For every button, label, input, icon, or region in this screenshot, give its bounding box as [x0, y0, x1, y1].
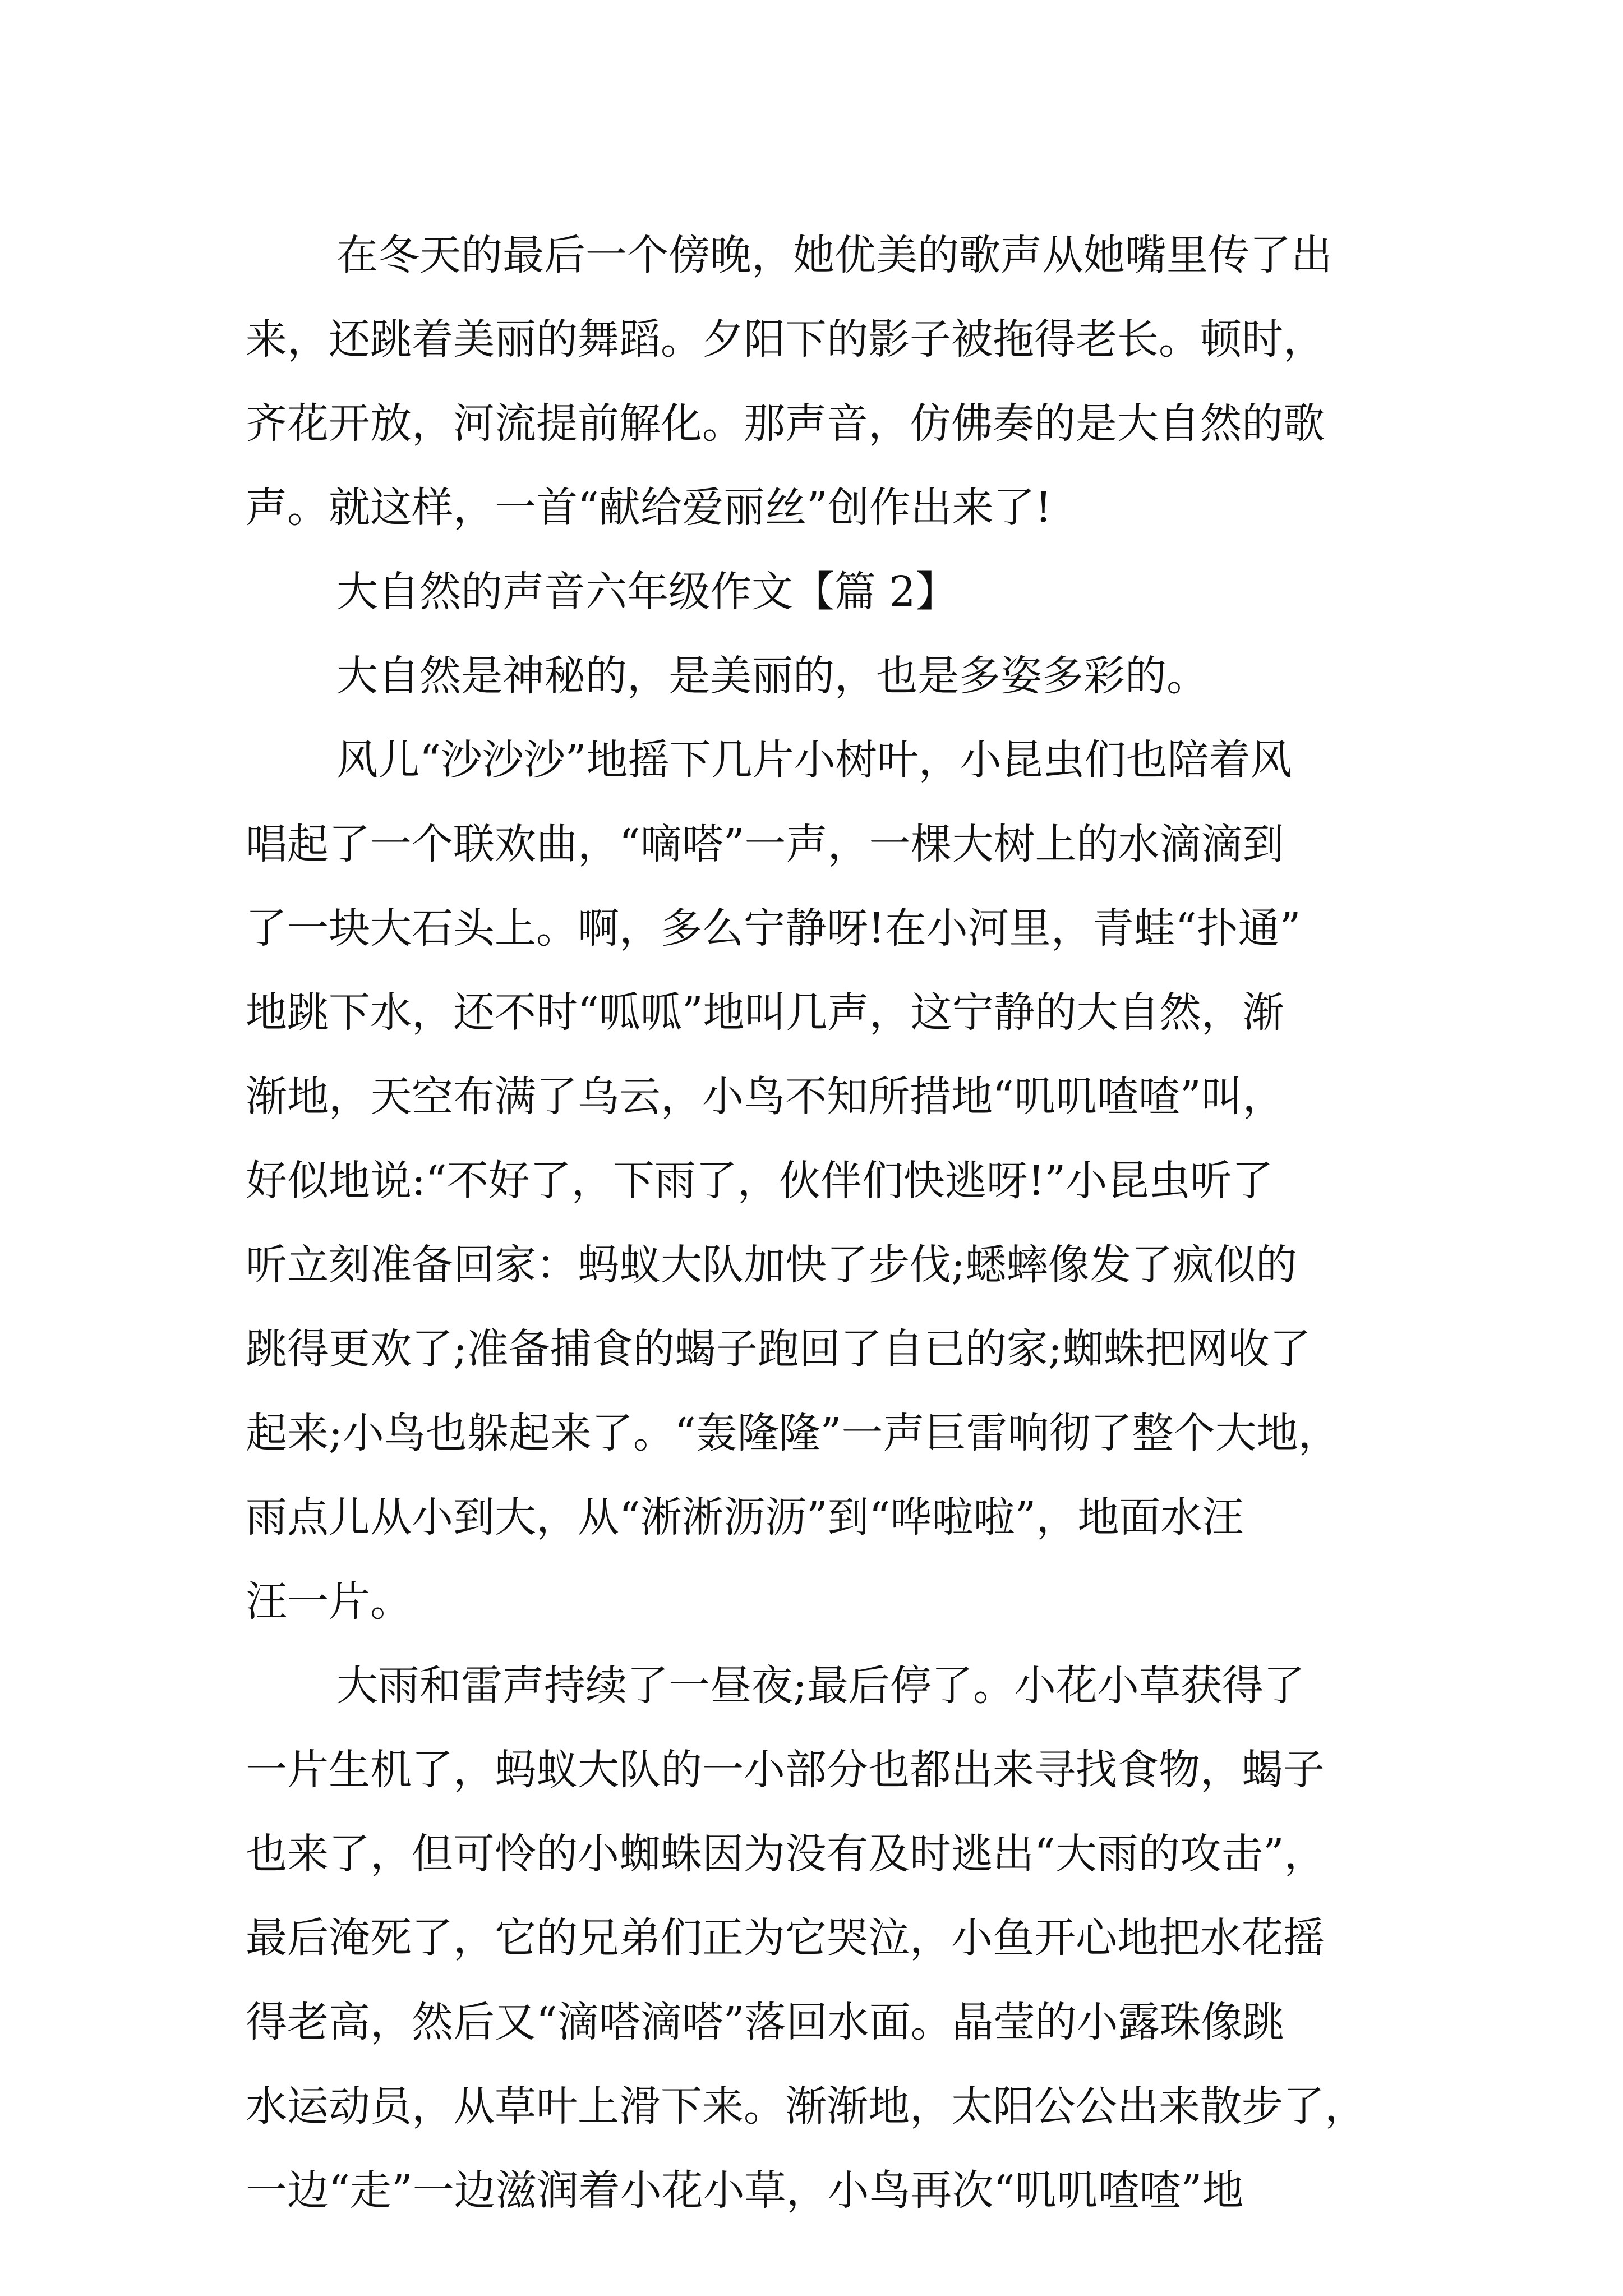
paragraph-line: 好似地说:“不好了，下雨了，伙伴们快逃呀!”小昆虫听了 — [246, 1157, 1274, 1205]
paragraph-line: 一边“走”一边滋润着小花小草，小鸟再次“叽叽喳喳”地 — [246, 2166, 1244, 2215]
paragraph-line: 跳得更欢了;准备捕食的蝎子跑回了自已的家;蜘蛛把网收了 — [246, 1325, 1311, 1373]
paragraph-line: 听立刻准备回家：蚂蚁大队加快了步伐;蟋蟀像发了疯似的 — [246, 1241, 1297, 1289]
section-heading: 大自然的声音六年级作文【篇 2】 — [336, 568, 957, 616]
paragraph-line: 渐地，天空布满了乌云，小鸟不知所措地“叽叽喳喳”叫， — [246, 1073, 1284, 1121]
paragraph-line: 声。就这样，一首“献给爱丽丝”创作出来了! — [246, 484, 1052, 532]
paragraph-line: 大自然是神秘的，是美丽的，也是多姿多彩的。 — [336, 652, 1208, 700]
paragraph-line: 水运动员，从草叶上滑下来。渐渐地，太阳公公出来散步了， — [246, 2082, 1366, 2131]
paragraph-line: 雨点儿从小到大，从“淅淅沥沥”到“哗啦啦”，地面水汪 — [246, 1493, 1244, 1542]
paragraph-line: 也来了，但可怜的小蜘蛛因为没有及时逃出“大雨的攻击”， — [246, 1830, 1326, 1878]
paragraph-line: 大雨和雷声持续了一昼夜;最后停了。小花小草获得了 — [336, 1662, 1305, 1710]
paragraph-line: 在冬天的最后一个傍晚，她优美的歌声从她嘴里传了出 — [336, 231, 1332, 279]
paragraph-line: 汪一片。 — [246, 1577, 412, 1626]
paragraph-line: 得老高，然后又“滴嗒滴嗒”落回水面。晶莹的小露珠像跳 — [246, 1998, 1284, 2046]
paragraph-line: 来，还跳着美丽的舞蹈。夕阳下的影子被拖得老长。顿时， — [246, 315, 1325, 364]
paragraph-line: 唱起了一个联欢曲，“嘀嗒”一声，一棵大树上的水滴滴到 — [246, 820, 1284, 868]
paragraph-line: 起来;小鸟也躲起来了。“轰隆隆”一声巨雷响彻了整个大地， — [246, 1409, 1340, 1457]
paragraph-line: 了一块大石头上。啊，多么宁静呀!在小河里，青蛙“扑通” — [246, 904, 1301, 953]
paragraph-line: 风儿“沙沙沙”地摇下几片小树叶，小昆虫们也陪着风 — [336, 736, 1292, 784]
paragraph-line: 一片生机了，蚂蚁大队的一小部分也都出来寻找食物，蝎子 — [246, 1746, 1325, 1794]
body-text — [246, 213, 1378, 2233]
paragraph-line: 齐花开放，河流提前解化。那声音，仿佛奏的是大自然的歌 — [246, 399, 1325, 448]
paragraph-line: 最后淹死了，它的兄弟们正为它哭泣，小鱼开心地把水花摇 — [246, 1914, 1325, 1962]
paragraph-line: 地跳下水，还不时“呱呱”地叫几声，这宁静的大自然，渐 — [246, 988, 1284, 1037]
